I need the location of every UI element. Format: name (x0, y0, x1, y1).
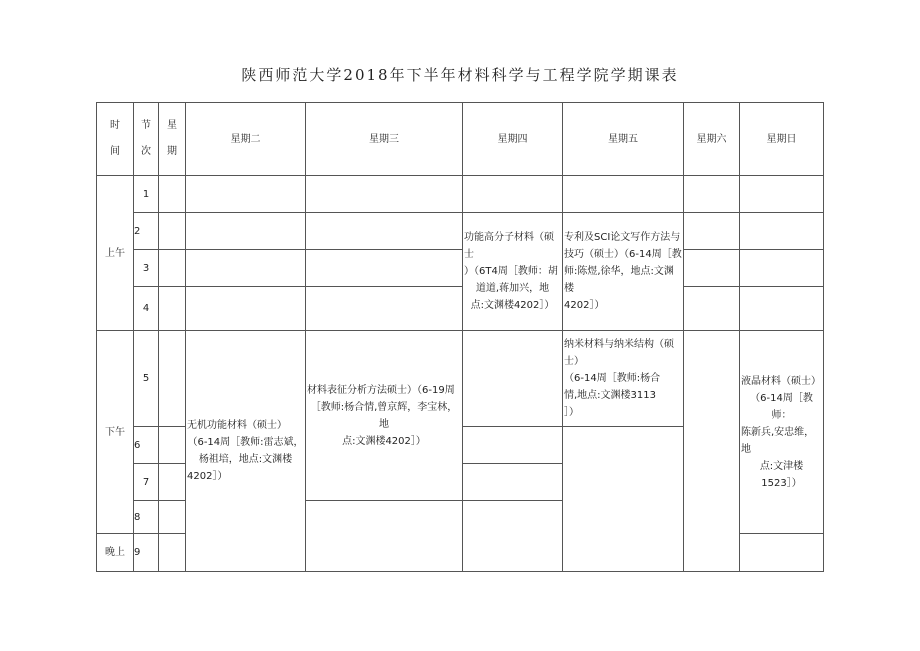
section-number: 2 (134, 213, 159, 250)
header-section-top: 节 (141, 120, 151, 131)
empty-cell (740, 213, 824, 250)
header-time-top: 时 (110, 120, 120, 131)
empty-cell (740, 250, 824, 287)
schedule-table (96, 102, 824, 572)
empty-cell (306, 250, 463, 287)
course-line: （6-14周［教师:雷志斌， (187, 437, 304, 448)
empty-cell (463, 501, 563, 572)
empty-cell (306, 176, 463, 213)
course-line: 4202］） (187, 471, 228, 482)
empty-cell (159, 501, 186, 534)
section-number: 9 (134, 534, 159, 572)
section-number: 1 (134, 176, 159, 213)
table-row (97, 176, 824, 213)
empty-cell (740, 176, 824, 213)
period-evening: 晚上 (97, 534, 134, 572)
period-afternoon: 下午 (97, 331, 134, 534)
empty-cell (463, 176, 563, 213)
section-number: 3 (134, 250, 159, 287)
course-line: 点:文渊楼4202］） (470, 300, 555, 311)
section-number: 8 (134, 501, 159, 534)
empty-cell (159, 534, 186, 572)
course-line: 1523］） (761, 477, 802, 489)
empty-cell (740, 534, 824, 572)
course-line: 点:文渊楼4202］） (342, 435, 426, 447)
header-time-bottom: 间 (110, 146, 120, 157)
header-wednesday: 星期三 (306, 103, 463, 176)
table-row (97, 287, 824, 331)
header-saturday: 星期六 (684, 103, 740, 176)
empty-cell (684, 213, 740, 250)
course-line: （6-14周［教师:杨合 (564, 373, 661, 384)
course-thursday-morning (463, 213, 563, 331)
header-thursday: 星期四 (463, 103, 563, 176)
course-line: 材料表征分析方法硕士）（6-19周 (307, 384, 455, 396)
header-friday: 星期五 (563, 103, 684, 176)
course-line: 陈新兵,安忠维，地 (741, 426, 815, 455)
empty-cell (463, 331, 563, 427)
course-line: ［教师:杨合情,曾京辉，李宝林，地 (310, 401, 458, 430)
empty-cell (740, 287, 824, 331)
course-line: 液晶材料（硕士） (741, 375, 821, 387)
header-time (97, 103, 134, 176)
course-friday-morning (563, 213, 684, 331)
section-number: 5 (134, 331, 159, 427)
empty-cell (186, 287, 306, 331)
course-line: 纳米材料与纳米结构（硕士） (564, 339, 674, 367)
course-line: 师:陈煜,徐华，地点:文渊楼 (564, 266, 674, 294)
empty-cell (684, 331, 740, 572)
course-line: 情,地点:文渊楼3113 (564, 390, 656, 401)
course-line: 无机功能材料（硕士） (187, 420, 287, 431)
header-section (134, 103, 159, 176)
table-row (97, 331, 824, 427)
header-weekday (159, 103, 186, 176)
empty-cell (463, 464, 563, 501)
course-sunday-afternoon (740, 331, 824, 534)
section-number: 7 (134, 464, 159, 501)
table-row (97, 213, 824, 250)
course-line: 杨祖培，地点:文渊楼 (198, 454, 293, 465)
page-title: 陕西师范大学2018年下半年材料科学与工程学院学期课表 (241, 66, 679, 84)
header-section-bottom: 次 (141, 146, 151, 157)
empty-cell (306, 287, 463, 331)
empty-cell (684, 287, 740, 331)
empty-cell (159, 213, 186, 250)
empty-cell (159, 250, 186, 287)
course-line: 4202］） (564, 300, 605, 311)
header-sunday: 星期日 (740, 103, 824, 176)
course-line: 点:文津楼 (759, 460, 804, 472)
course-line: ）（6T4周［教师：胡 (464, 266, 558, 277)
empty-cell (186, 250, 306, 287)
empty-cell (306, 501, 463, 572)
header-weekday-bottom: 期 (167, 146, 177, 157)
period-morning: 上午 (97, 176, 134, 331)
section-number: 4 (134, 287, 159, 331)
empty-cell (186, 176, 306, 213)
empty-cell (563, 427, 684, 572)
course-line: 师： (771, 409, 792, 421)
course-friday-afternoon (563, 331, 684, 427)
table-row (97, 250, 824, 287)
empty-cell (159, 427, 186, 464)
header-weekday-top: 星 (167, 120, 177, 131)
course-line: 道道,蒋加兴，地 (475, 283, 550, 294)
empty-cell (684, 250, 740, 287)
empty-cell (306, 213, 463, 250)
header-tuesday: 星期二 (186, 103, 306, 176)
empty-cell (186, 213, 306, 250)
empty-cell (159, 464, 186, 501)
course-line: 功能高分子材料（硕士 (464, 232, 554, 260)
header-row (97, 103, 824, 176)
empty-cell (463, 427, 563, 464)
course-line: 专利及SCI论文写作方法与 (564, 232, 681, 243)
course-tuesday-afternoon (186, 331, 306, 572)
empty-cell (684, 176, 740, 213)
empty-cell (159, 176, 186, 213)
section-number: 6 (134, 427, 159, 464)
empty-cell (563, 176, 684, 213)
empty-cell (159, 331, 186, 427)
course-line: 技巧（硕士）（6-14周［教 (564, 249, 682, 260)
course-wednesday-afternoon (306, 331, 463, 501)
course-line: ］） (564, 407, 579, 418)
empty-cell (159, 287, 186, 331)
course-line: （6-14周［教 (750, 392, 813, 404)
